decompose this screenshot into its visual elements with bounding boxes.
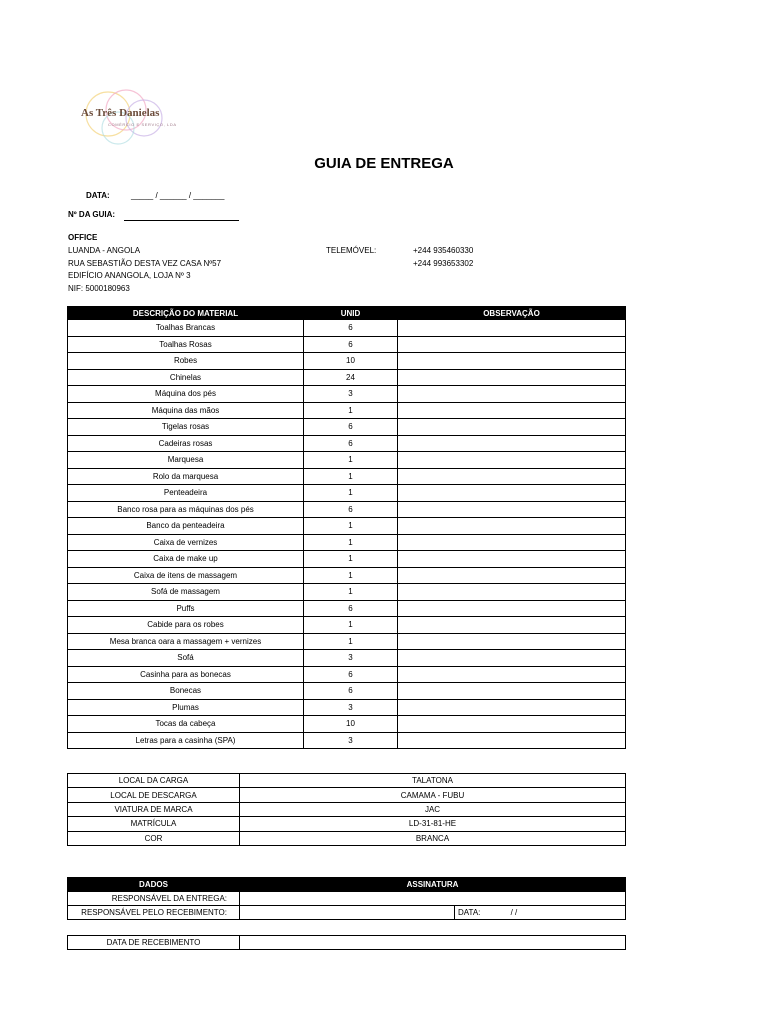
material-unit: 6 [304, 501, 398, 518]
material-unit: 6 [304, 320, 398, 337]
material-observation[interactable] [398, 732, 626, 749]
table-row [68, 402, 626, 419]
material-observation[interactable] [398, 584, 626, 601]
material-observation[interactable] [398, 369, 626, 386]
material-observation[interactable] [398, 353, 626, 370]
material-observation[interactable] [398, 683, 626, 700]
material-unit: 6 [304, 600, 398, 617]
logo-subtitle: COMÉRCIO E SERVIÇO, LDA [108, 122, 177, 127]
material-unit: 1 [304, 551, 398, 568]
logo-name: As Três Danielas [81, 107, 160, 119]
delivery-responsible-label: RESPONSÁVEL DA ENTREGA: [68, 892, 240, 906]
material-description: Caixa de itens de massagem [68, 567, 304, 584]
material-observation[interactable] [398, 501, 626, 518]
phone-number-2: +244 993653302 [413, 259, 474, 268]
transport-label: COR [68, 831, 240, 845]
table-row [68, 600, 626, 617]
material-observation[interactable] [398, 386, 626, 403]
material-unit: 1 [304, 534, 398, 551]
material-unit: 3 [304, 732, 398, 749]
table-row [68, 386, 626, 403]
transport-table [67, 773, 626, 846]
header-assinatura: ASSINATURA [240, 878, 626, 892]
table-row [68, 534, 626, 551]
transport-value: JAC [240, 802, 626, 816]
transport-value: LD-31-81-HE [240, 817, 626, 831]
table-row [68, 936, 626, 950]
table-row [68, 774, 626, 788]
table-row [68, 584, 626, 601]
material-unit: 6 [304, 683, 398, 700]
material-unit: 3 [304, 699, 398, 716]
material-description: Caixa de make up [68, 551, 304, 568]
material-unit: 3 [304, 386, 398, 403]
header-observation: OBSERVAÇÃO [398, 307, 626, 320]
material-observation[interactable] [398, 468, 626, 485]
material-description: Máquina das mãos [68, 402, 304, 419]
material-description: Letras para a casinha (SPA) [68, 732, 304, 749]
material-description: Puffs [68, 600, 304, 617]
material-unit: 1 [304, 485, 398, 502]
table-row [68, 666, 626, 683]
date-blank[interactable]: _____ / ______ / _______ [131, 191, 225, 200]
receipt-date-table [67, 935, 626, 950]
receipt-date-slashes: / / [510, 908, 518, 917]
table-row [68, 452, 626, 469]
office-street: RUA SEBASTIÃO DESTA VEZ CASA Nº57 [68, 259, 222, 268]
header-dados: DADOS [68, 878, 240, 892]
material-observation[interactable] [398, 551, 626, 568]
table-row [68, 501, 626, 518]
material-unit: 6 [304, 435, 398, 452]
transport-value: TALATONA [240, 774, 626, 788]
table-row [68, 699, 626, 716]
material-unit: 24 [304, 369, 398, 386]
material-description: Cabide para os robes [68, 617, 304, 634]
material-unit: 6 [304, 666, 398, 683]
header-description: DESCRIÇÃO DO MATERIAL [68, 307, 304, 320]
transport-label: LOCAL DA CARGA [68, 774, 240, 788]
material-unit: 1 [304, 468, 398, 485]
material-description: Sofá [68, 650, 304, 667]
table-row [68, 817, 626, 831]
material-observation[interactable] [398, 666, 626, 683]
material-observation[interactable] [398, 600, 626, 617]
table-row [68, 551, 626, 568]
material-description: Tigelas rosas [68, 419, 304, 436]
material-observation[interactable] [398, 518, 626, 535]
page-title: GUIA DE ENTREGA [314, 155, 454, 172]
table-row [68, 518, 626, 535]
table-row [68, 320, 626, 337]
material-description: Sofá de massagem [68, 584, 304, 601]
receipt-date-field[interactable] [455, 906, 626, 920]
table-row [68, 892, 626, 906]
table-row [68, 369, 626, 386]
material-observation[interactable] [398, 485, 626, 502]
material-observation[interactable] [398, 402, 626, 419]
material-unit: 1 [304, 402, 398, 419]
material-description: Toalhas Brancas [68, 320, 304, 337]
office-building: EDIFÍCIO ANANGOLA, LOJA Nº 3 [68, 271, 191, 280]
office-label: OFFICE [68, 233, 98, 242]
material-observation[interactable] [398, 336, 626, 353]
header-unit: UNID [304, 307, 398, 320]
material-observation[interactable] [398, 650, 626, 667]
material-description: Banco rosa para as máquinas dos pés [68, 501, 304, 518]
table-row [68, 336, 626, 353]
material-description: Toalhas Rosas [68, 336, 304, 353]
table-row [68, 650, 626, 667]
material-description: Robes [68, 353, 304, 370]
table-row [68, 732, 626, 749]
material-description: Mesa branca oara a massagem + vernizes [68, 633, 304, 650]
material-unit: 1 [304, 452, 398, 469]
material-observation[interactable] [398, 699, 626, 716]
date-label: DATA: [86, 191, 110, 200]
guia-number-label: Nº DA GUIA: [68, 210, 116, 219]
material-description: Rolo da marquesa [68, 468, 304, 485]
table-row [68, 802, 626, 816]
phone-label: TELEMÓVEL: [326, 246, 377, 255]
table-row [68, 435, 626, 452]
receipt-responsible-label: RESPONSÁVEL PELO RECEBIMENTO: [68, 906, 240, 920]
table-row [68, 788, 626, 802]
materials-table [67, 306, 626, 749]
phone-number-1: +244 935460330 [413, 246, 474, 255]
table-row [68, 906, 626, 920]
material-observation[interactable] [398, 452, 626, 469]
receipt-date-row-field[interactable] [240, 936, 626, 950]
signatures-header-row [68, 878, 626, 892]
materials-header-row [68, 307, 626, 320]
material-observation[interactable] [398, 567, 626, 584]
table-row [68, 353, 626, 370]
material-unit: 1 [304, 584, 398, 601]
material-unit: 1 [304, 518, 398, 535]
material-description: Casinha para as bonecas [68, 666, 304, 683]
material-description: Plumas [68, 699, 304, 716]
table-row [68, 468, 626, 485]
material-unit: 6 [304, 336, 398, 353]
material-description: Penteadeira [68, 485, 304, 502]
material-unit: 1 [304, 567, 398, 584]
material-description: Bonecas [68, 683, 304, 700]
transport-label: MATRÍCULA [68, 817, 240, 831]
material-description: Marquesa [68, 452, 304, 469]
guia-number-line[interactable] [124, 220, 239, 221]
office-city: LUANDA - ANGOLA [68, 246, 141, 255]
transport-value: CAMAMA - FUBU [240, 788, 626, 802]
transport-label: VIATURA DE MARCA [68, 802, 240, 816]
table-row [68, 831, 626, 845]
delivery-signature-field[interactable] [240, 892, 626, 906]
material-observation[interactable] [398, 435, 626, 452]
material-description: Tocas da cabeça [68, 716, 304, 733]
receipt-date-label: DATA: [458, 908, 481, 917]
material-observation[interactable] [398, 633, 626, 650]
signatures-table [67, 877, 626, 920]
material-description: Banco da penteadeira [68, 518, 304, 535]
table-row [68, 419, 626, 436]
material-description: Máquina dos pés [68, 386, 304, 403]
material-unit: 6 [304, 419, 398, 436]
table-row [68, 617, 626, 634]
material-unit: 3 [304, 650, 398, 667]
office-nif: NIF: 5000180963 [68, 284, 130, 293]
material-observation[interactable] [398, 716, 626, 733]
material-description: Caixa de vernizes [68, 534, 304, 551]
receipt-date-row-label: DATA DE RECEBIMENTO [68, 936, 240, 950]
table-row [68, 567, 626, 584]
material-observation[interactable] [398, 320, 626, 337]
transport-label: LOCAL DE DESCARGA [68, 788, 240, 802]
receipt-signature-field[interactable] [240, 906, 455, 920]
material-observation[interactable] [398, 534, 626, 551]
table-row [68, 633, 626, 650]
material-observation[interactable] [398, 617, 626, 634]
material-description: Cadeiras rosas [68, 435, 304, 452]
table-row [68, 683, 626, 700]
logo-circles-icon [78, 84, 174, 154]
table-row [68, 716, 626, 733]
material-unit: 10 [304, 353, 398, 370]
material-unit: 1 [304, 633, 398, 650]
material-unit: 10 [304, 716, 398, 733]
transport-value: BRANCA [240, 831, 626, 845]
material-description: Chinelas [68, 369, 304, 386]
material-observation[interactable] [398, 419, 626, 436]
table-row [68, 485, 626, 502]
company-logo [78, 84, 177, 154]
material-unit: 1 [304, 617, 398, 634]
